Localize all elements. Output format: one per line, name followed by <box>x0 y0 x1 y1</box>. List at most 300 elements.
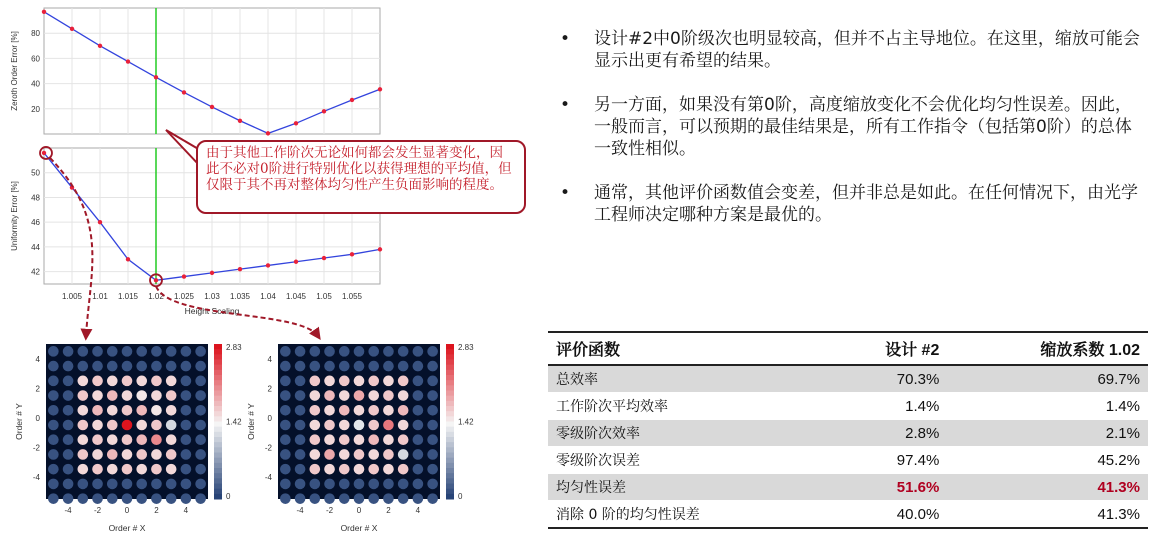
y-tick-label: 2 <box>267 384 272 394</box>
colorbar-label: 1.42 <box>226 417 242 427</box>
data-point <box>294 121 298 125</box>
heatmap-cell <box>354 434 365 445</box>
colorbar-segment <box>446 437 454 443</box>
heatmap-cell <box>195 434 206 445</box>
heatmap-cell <box>427 420 438 431</box>
heatmap-cell <box>413 434 424 445</box>
colorbar-segment <box>446 442 454 448</box>
row-design2-value: 70.3% <box>825 365 947 393</box>
colorbar-segment <box>214 401 222 407</box>
heatmap-cell <box>151 420 162 431</box>
colorbar-segment <box>446 478 454 484</box>
heatmap-cell <box>368 479 379 490</box>
colorbar-label: 0 <box>226 492 231 501</box>
colorbar-segment <box>214 484 222 490</box>
heatmap-cell <box>78 405 89 416</box>
colorbar-segment <box>214 365 222 371</box>
heatmap-cell <box>122 376 133 387</box>
heatmap-cell <box>166 346 177 357</box>
heatmap-cell <box>310 346 321 357</box>
heatmap-cell <box>324 479 335 490</box>
row-label: 总效率 <box>548 365 825 393</box>
heatmap-cell <box>398 493 409 504</box>
colorbar-label: 2.83 <box>458 343 474 352</box>
heatmap-cell <box>92 405 103 416</box>
heatmap-cell <box>107 479 118 490</box>
row-scale-value: 69.7% <box>947 365 1148 393</box>
colorbar-segment <box>214 380 222 386</box>
y-tick-label: -2 <box>264 443 272 453</box>
heatmap-cell <box>107 346 118 357</box>
heatmap-cell <box>398 405 409 416</box>
heatmap-cell <box>78 479 89 490</box>
heatmap-cell <box>295 493 306 504</box>
row-label: 工作阶次平均效率 <box>548 393 825 420</box>
heatmap-cell <box>339 390 350 401</box>
heatmap-cell <box>78 390 89 401</box>
heatmap-cell <box>383 346 394 357</box>
heatmap-cell <box>181 464 192 475</box>
y-tick-label: 80 <box>31 29 40 39</box>
x-tick-label: 1.055 <box>341 292 363 301</box>
y-tick-label: 40 <box>31 79 40 89</box>
x-axis-label: Order # X <box>108 523 146 533</box>
heatmap-cell <box>78 376 89 387</box>
data-point <box>294 260 298 264</box>
heatmap-cell <box>92 434 103 445</box>
heatmap-cell <box>107 434 118 445</box>
colorbar-segment <box>446 406 454 412</box>
x-tick-label: 0 <box>356 506 362 515</box>
data-point <box>154 278 158 282</box>
heatmap-design2 <box>14 343 242 533</box>
data-point <box>378 87 382 91</box>
colorbar-segment <box>446 365 454 371</box>
row-label: 零级阶次效率 <box>548 420 825 447</box>
heatmap-cell <box>383 376 394 387</box>
heatmap-cell <box>310 464 321 475</box>
heatmap-cell <box>48 479 59 490</box>
heatmap-cell <box>63 361 74 372</box>
table-header-row <box>548 332 1148 365</box>
heatmap-cell <box>136 464 147 475</box>
data-point <box>182 90 186 94</box>
heatmap-cell <box>398 420 409 431</box>
heatmap-cell <box>151 390 162 401</box>
heatmap-cell <box>427 464 438 475</box>
heatmap-cell <box>295 464 306 475</box>
data-point <box>98 44 102 48</box>
heatmap-cell <box>136 390 147 401</box>
heatmap-cell <box>48 464 59 475</box>
data-point <box>210 271 214 275</box>
colorbar-segment <box>214 385 222 391</box>
colorbar-segment <box>214 463 222 469</box>
heatmap-cell <box>324 390 335 401</box>
heatmap-cell <box>181 420 192 431</box>
colorbar-segment <box>446 370 454 376</box>
heatmap-cell <box>195 390 206 401</box>
y-tick-label: -4 <box>264 472 272 482</box>
colorbar-segment <box>446 344 454 350</box>
heatmap-cell <box>48 390 59 401</box>
heatmap-cell <box>122 434 133 445</box>
heatmap-cell <box>368 346 379 357</box>
charts-canvas <box>0 0 545 542</box>
heatmap-cell <box>354 361 365 372</box>
x-tick-label: 1.03 <box>204 292 220 301</box>
heatmap-cell <box>122 420 133 431</box>
heatmap-cell <box>181 434 192 445</box>
x-tick-label: 1.04 <box>260 292 276 301</box>
colorbar-segment <box>214 422 222 428</box>
heatmap-cell <box>107 376 118 387</box>
heatmap-cell <box>107 464 118 475</box>
heatmap-cell <box>295 420 306 431</box>
heatmap-cell <box>181 361 192 372</box>
heatmap-cell <box>63 464 74 475</box>
heatmap-cell <box>280 390 291 401</box>
colorbar-segment <box>446 432 454 438</box>
heatmap-cell <box>295 449 306 460</box>
heatmap-cell <box>427 346 438 357</box>
y-tick-label: 0 <box>35 414 40 423</box>
bullet-item <box>560 28 1140 72</box>
heatmap-cell <box>166 493 177 504</box>
heatmap-cell <box>354 390 365 401</box>
heatmap-cell <box>354 346 365 357</box>
heatmap-cell <box>339 361 350 372</box>
heatmap-cell <box>310 405 321 416</box>
heatmap-cell <box>413 464 424 475</box>
heatmap-cell <box>354 376 365 387</box>
colorbar-segment <box>446 391 454 397</box>
heatmap-cell <box>136 420 147 431</box>
heatmap-cell <box>48 449 59 460</box>
heatmap-cell <box>151 361 162 372</box>
y-axis-label: Order # Y <box>246 403 256 440</box>
heatmap-cell <box>310 376 321 387</box>
y-tick-label: -4 <box>32 472 40 482</box>
heatmap-cell <box>78 346 89 357</box>
data-point <box>126 59 130 63</box>
heatmap-cell <box>151 479 162 490</box>
heatmap-cell <box>136 449 147 460</box>
heatmap-cell <box>181 493 192 504</box>
data-point <box>238 267 242 271</box>
y-tick-label: 0 <box>267 414 272 423</box>
heatmap-cell <box>166 420 177 431</box>
heatmap-cell <box>354 420 365 431</box>
colorbar-segment <box>214 473 222 479</box>
bullet-item <box>560 94 1140 160</box>
x-tick-label: 1.005 <box>61 292 83 301</box>
heatmap-cell <box>368 405 379 416</box>
heatmap-cell <box>383 390 394 401</box>
heatmap-cell <box>107 493 118 504</box>
heatmap-cell <box>136 434 147 445</box>
heatmap-cell <box>398 361 409 372</box>
heatmap-cell <box>63 449 74 460</box>
heatmap-cell <box>383 361 394 372</box>
x-tick-label: 1.025 <box>173 292 195 301</box>
heatmap-cell <box>383 434 394 445</box>
x-tick-label: 1.035 <box>229 292 251 301</box>
heatmap-scaled <box>246 343 474 533</box>
heatmap-cell <box>280 434 291 445</box>
heatmap-cell <box>398 390 409 401</box>
heatmap-cell <box>107 420 118 431</box>
x-axis-label: Order # X <box>340 523 378 533</box>
heatmap-cell <box>398 376 409 387</box>
callout-box <box>196 140 526 214</box>
heatmap-cell <box>354 405 365 416</box>
bullet-symbol: • <box>560 29 571 49</box>
table-row <box>548 393 1148 420</box>
colorbar-segment <box>446 489 454 495</box>
heatmap-cell <box>166 405 177 416</box>
colorbar-segment <box>446 458 454 464</box>
colorbar-segment <box>214 432 222 438</box>
heatmap-cell <box>195 479 206 490</box>
heatmap-cell <box>339 405 350 416</box>
heatmap-cell <box>195 376 206 387</box>
heatmap-cell <box>310 361 321 372</box>
x-tick-label: 1.015 <box>117 292 139 301</box>
data-point <box>266 263 270 267</box>
heatmap-cell <box>48 493 59 504</box>
table-row <box>548 474 1148 501</box>
heatmap-cell <box>195 361 206 372</box>
data-point <box>210 105 214 109</box>
heatmap-cell <box>166 449 177 460</box>
colorbar-segment <box>446 473 454 479</box>
heatmap-cell <box>339 464 350 475</box>
row-label: 零级阶次误差 <box>548 447 825 474</box>
row-design2-value: 1.4% <box>825 393 947 420</box>
heatmap-cell <box>63 434 74 445</box>
heatmap-cell <box>92 493 103 504</box>
data-point <box>266 131 270 135</box>
header-design2: 设计 #2 <box>825 332 947 365</box>
heatmap-cell <box>398 449 409 460</box>
heatmap-cell <box>280 405 291 416</box>
heatmap-cell <box>92 376 103 387</box>
colorbar-segment <box>214 391 222 397</box>
heatmap-cell <box>78 361 89 372</box>
table-row <box>548 365 1148 393</box>
heatmap-cell <box>166 464 177 475</box>
y-tick-label: 2 <box>35 384 40 394</box>
heatmap-cell <box>136 493 147 504</box>
heatmap-cell <box>383 493 394 504</box>
colorbar-segment <box>446 427 454 433</box>
heatmap-cell <box>354 493 365 504</box>
colorbar-segment <box>214 416 222 422</box>
heatmap-cell <box>78 434 89 445</box>
heatmap-cell <box>339 434 350 445</box>
heatmap-cell <box>383 420 394 431</box>
heatmap-cell <box>339 420 350 431</box>
heatmap-cell <box>151 464 162 475</box>
heatmap-cell <box>339 493 350 504</box>
row-design2-value: 51.6% <box>825 474 947 501</box>
row-design2-value: 97.4% <box>825 447 947 474</box>
x-tick-label: 0 <box>124 506 130 515</box>
heatmap-cell <box>339 479 350 490</box>
colorbar-segment <box>214 349 222 355</box>
colorbar-segment <box>214 458 222 464</box>
heatmap-cell <box>413 449 424 460</box>
x-tick-label: 1.05 <box>316 292 332 301</box>
heatmap-cell <box>413 479 424 490</box>
heatmap-cell <box>181 449 192 460</box>
heatmap-cell <box>427 376 438 387</box>
heatmap-cell <box>368 464 379 475</box>
colorbar-segment <box>214 370 222 376</box>
heatmap-cell <box>136 405 147 416</box>
heatmap-cell <box>136 361 147 372</box>
colorbar-segment <box>214 447 222 453</box>
heatmap-cell <box>354 449 365 460</box>
heatmap-cell <box>181 405 192 416</box>
heatmap-cell <box>295 405 306 416</box>
data-point <box>98 220 102 224</box>
heatmap-cell <box>398 464 409 475</box>
heatmap-cell <box>78 449 89 460</box>
heatmap-cell <box>63 493 74 504</box>
colorbar-segment <box>446 349 454 355</box>
x-tick-label: 4 <box>183 506 189 515</box>
heatmap-cell <box>368 390 379 401</box>
colorbar-segment <box>446 396 454 402</box>
heatmap-cell <box>413 346 424 357</box>
x-tick-label: 1.01 <box>92 292 108 301</box>
heatmap-cell <box>48 434 59 445</box>
colorbar-segment <box>214 437 222 443</box>
colorbar-segment <box>446 375 454 381</box>
heatmap-cell <box>383 464 394 475</box>
heatmap-cell <box>324 449 335 460</box>
bullet-text: 通常，其他评价函数值会变差，但并非总是如此。在任何情况下，由光学工程师决定哪种方案是最优的。 <box>594 183 1138 225</box>
data-point <box>42 151 46 155</box>
y-tick-label: 60 <box>31 54 40 64</box>
heatmap-cell <box>166 390 177 401</box>
row-scale-value: 2.1% <box>947 420 1148 447</box>
heatmap-cell <box>280 346 291 357</box>
heatmap-cell <box>427 405 438 416</box>
heatmap-cell <box>122 479 133 490</box>
heatmap-cell <box>122 346 133 357</box>
heatmap-cell <box>122 449 133 460</box>
data-point <box>378 247 382 251</box>
heatmap-cell <box>136 346 147 357</box>
colorbar-segment <box>446 401 454 407</box>
heatmap-cell <box>413 390 424 401</box>
data-point <box>322 256 326 260</box>
zeroth-order-error-chart <box>10 8 382 136</box>
x-tick-label: -4 <box>296 506 304 515</box>
heatmap-cell <box>398 434 409 445</box>
heatmap-cell <box>324 405 335 416</box>
colorbar-segment <box>214 489 222 495</box>
heatmap-cell <box>280 479 291 490</box>
heatmap-cell <box>280 464 291 475</box>
y-tick-label: 4 <box>267 355 272 365</box>
row-scale-value: 41.3% <box>947 501 1148 529</box>
colorbar-segment <box>214 360 222 366</box>
colorbar-segment <box>446 463 454 469</box>
heatmap-cell <box>181 390 192 401</box>
heatmap-cell <box>427 361 438 372</box>
heatmap-cell <box>413 376 424 387</box>
heatmap-cell <box>122 405 133 416</box>
heatmap-cell <box>368 420 379 431</box>
x-tick-label: -2 <box>93 506 102 515</box>
colorbar-segment <box>214 478 222 484</box>
colorbar-segment <box>446 380 454 386</box>
colorbar-segment <box>446 484 454 490</box>
data-point <box>322 109 326 113</box>
table-row <box>548 447 1148 474</box>
data-point <box>154 75 158 79</box>
heatmap-cell <box>310 479 321 490</box>
heatmap-cell <box>427 449 438 460</box>
data-point <box>350 98 354 102</box>
heatmap-cell <box>324 464 335 475</box>
colorbar-segment <box>446 385 454 391</box>
heatmap-cell <box>324 434 335 445</box>
table-row <box>548 420 1148 447</box>
y-axis-label: Uniformity Error [%] <box>10 181 19 251</box>
heatmap-cell <box>151 434 162 445</box>
colorbar-segment <box>214 375 222 381</box>
x-tick-label: -4 <box>64 506 72 515</box>
bullet-item <box>560 182 1140 226</box>
data-point <box>70 27 74 31</box>
x-tick-label: 1.045 <box>285 292 307 301</box>
heatmap-cell <box>195 449 206 460</box>
y-tick-label: 48 <box>31 193 40 203</box>
heatmap-cell <box>280 493 291 504</box>
heatmap-cell <box>339 376 350 387</box>
heatmap-cell <box>78 464 89 475</box>
heatmap-cell <box>92 449 103 460</box>
heatmap-cell <box>295 479 306 490</box>
heatmap-cell <box>63 479 74 490</box>
heatmap-cell <box>92 420 103 431</box>
heatmap-cell <box>166 361 177 372</box>
heatmap-cell <box>151 376 162 387</box>
colorbar-segment <box>446 468 454 474</box>
data-point <box>126 257 130 261</box>
heatmap-cell <box>63 376 74 387</box>
row-design2-value: 40.0% <box>825 501 947 529</box>
heatmap-cell <box>181 376 192 387</box>
colorbar-segment <box>214 427 222 433</box>
y-axis-label: Zeroth Order Error [%] <box>10 31 19 111</box>
row-label: 消除 0 阶的均匀性误差 <box>548 501 825 529</box>
row-label: 均匀性误差 <box>548 474 825 501</box>
row-scale-value: 45.2% <box>947 447 1148 474</box>
callout-text: 由于其他工作阶次无论如何都会发生显著变化，因此不必对0阶进行特别优化以获得理想的平均值，但仅限于其不再对整体均匀性产生负面影响的程度。 <box>206 145 512 193</box>
colorbar-segment <box>214 494 222 500</box>
colorbar-segment <box>214 344 222 350</box>
colorbar-segment <box>446 354 454 360</box>
colorbar-segment <box>446 416 454 422</box>
heatmap-cell <box>122 361 133 372</box>
heatmap-cell <box>107 449 118 460</box>
